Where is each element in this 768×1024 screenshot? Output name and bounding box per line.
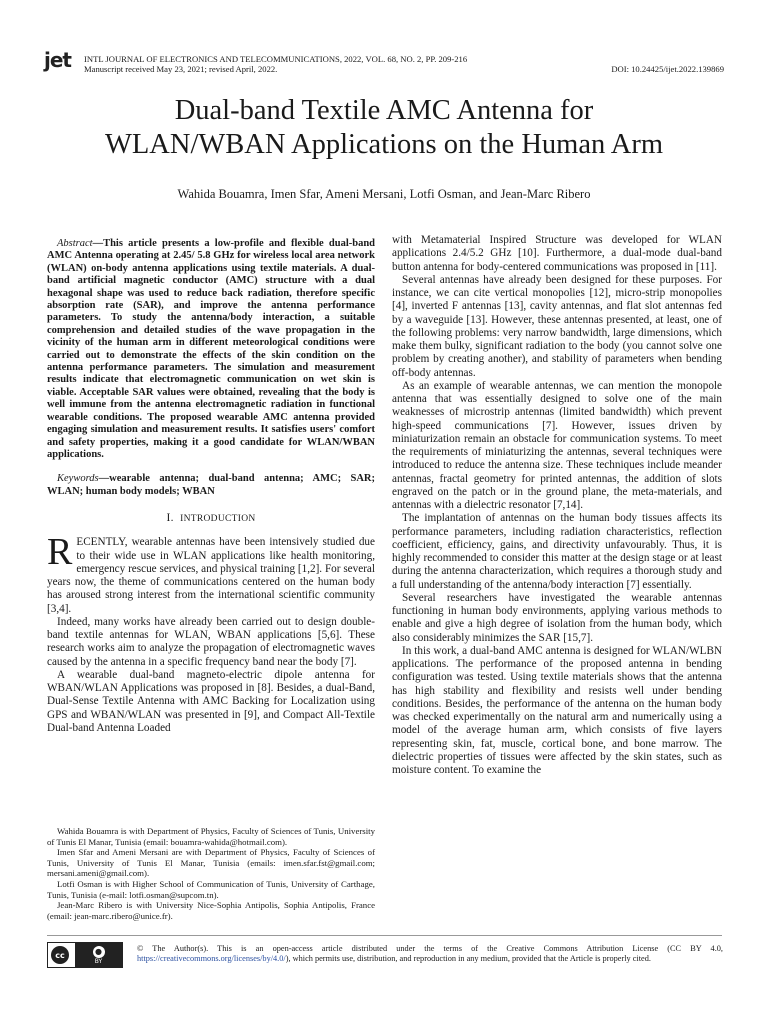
right-paragraph-4: The implantation of antennas on the human body tissues affects its performance parameters, including radiation characteristics, reflection coefficient, efficiency, gains, and directivity unfavourably. Thus, it is highly recommended to consider this matter at the design stage or at least during the antenna characterization, which requires a thorough study and a full understanding of the antenna/body interaction [7] essentially. [392, 512, 722, 591]
footer-divider [47, 935, 722, 936]
intro-paragraph-2: Indeed, many works have already been carried out to design double-band textile antennas for WLAN, WBAN applications [5,6]. These research works aim to analyze the propagation of electromagnetic waves caused by the antenna in a specific frequency band near the body [7]. [47, 615, 375, 668]
cc-by-badge [47, 942, 123, 968]
left-column [47, 238, 375, 735]
abstract-text: —This article presents a low-profile and flexible dual-band AMC Antenna operating at 2.45/ 5.8 GHz for wireless local area network (WLAN) on-body antenna applications using textile materials. A dual-band artificial magnetic conductor (AMC) structure with a dual hexagonal shape was used to reduce back radiation, therefore specific absorption rate (SAR), and improve the antenna performance parameters. To study the antenna/body interaction, a suitable comprehension and detailed studies of the wave propagation in the vicinity of the human arm in different meteorological conditions were carried out to demonstrate the effects of the skin condition on the antenna performance parameters. The simulation and measurement results indicate that electromagnetic communication on wet skin is viable. Acceptable SAR values were obtained, revealing that the body is well immune from the antenna electromagnetic radiation in functional wearable conditions. The proposed wearable AMC antenna provided engaging simulation and measurement results. It satisfies users' comfort and safety properties, making it a good candidate for WLAN/WBAN applications. [47, 238, 375, 460]
cc-icon: cc [51, 946, 69, 964]
journal-logo: jet [44, 48, 71, 72]
intro-paragraph-1 [47, 531, 375, 616]
license-text-after: ), which permits use, distribution, and reproduction in any medium, provided that the Article is properly cited. [285, 954, 651, 964]
intro-p1-text: ECENTLY, wearable antennas have been intensively studied due to their wide use in WLAN applications like health monitoring, emergency rescue services, and physical training [1,2]. For several years now, the theme of communications centered on the human body has aroused strong interest from the international scientific community [3,4]. [47, 536, 375, 615]
footnote: Imen Sfar and Ameni Mersani are with Department of Physics, Faculty of Sciences of Tunis, University of Tunis El Manar, Tunisia (emails: imen.sfar.fst@gmail.com; mersani.ameni@gmail.com). [47, 847, 375, 879]
person-icon: ● [93, 946, 105, 958]
right-paragraph-2: Several antennas have already been designed for these purposes. For instance, we can cite vertical monopolies [12], micro-strip monopolies [4], inverted F antennas [13], cavity antennas, and flat slot antennas fed by a waveguide [13]. However, these antennas presented, at least, one of the following problems: very narrow bandwidth, large dimensions, which make them bulky, significant radiation to the body (you cannot solve one problem by creating another), and stability of parameters when bending off-body antennas. [392, 273, 722, 379]
footnote: Wahida Bouamra is with Department of Physics, Faculty of Sciences of Tunis, University of Tunis El Manar, Tunisia (email: bouamra-wahida@hotmail.com). [47, 826, 375, 847]
journal-header [84, 54, 724, 74]
section-number: I. [166, 512, 174, 525]
title-line-2: WLAN/WBAN Applications on the Human Arm [104, 129, 664, 160]
drop-cap: R [47, 531, 73, 574]
section-heading [47, 512, 375, 526]
authors: Wahida Bouamra, Imen Sfar, Ameni Mersani, Lotfi Osman, and Jean-Marc Ribero [177, 187, 591, 201]
abstract-label: Abstract [57, 238, 93, 249]
journal-line: INTL JOURNAL OF ELECTRONICS AND TELECOMMUNICATIONS, 2022, VOL. 68, NO. 2, PP. 209-216 [84, 54, 468, 64]
by-attribution-icon [75, 943, 122, 967]
by-label: BY [94, 957, 103, 965]
footnote: Lotfi Osman is with Higher School of Communication of Tunis, University of Carthage, Tunis, Tunisia (e-mail: lotfi.osman@supcom.tn). [47, 878, 375, 900]
right-paragraph-6: In this work, a dual-band AMC antenna is designed for WLAN/WLBN applications. The performance of the proposed antenna in bending configuration was tested. Using textile materials shows that the antenna has high stability and flexibility and resists well under bending conditions. Besides, the performance of the antenna on the human body was checked experimentally on the natural arm and numerically using a model of the average human arm, which consists of five layers representing skin, fat, muscle, cortical bone, and bone marrow. The dielectric properties of tissues were affected by the skin states, such as moisture content. To examine the [392, 644, 722, 776]
manuscript-dates: Manuscript received May 23, 2021; revised April, 2022. [84, 64, 278, 74]
right-paragraph-3: As an example of wearable antennas, we can mention the monopole antenna that was essentially designed to solve one of the main weaknesses of microstrip antennas (limited bandwidth) which prevent high-speed communications [7]. However, issues driven by miniaturization remain an obstacle for communication systems. To meet the requirements of miniaturizing the antennas, several techniques were introduced to reduce the antenna size. These techniques include meander antennas, fractal geometry for printed antennas, the addition of slots engraved on the patch or in the ground plane, the meta-materials, and antennas with a dielectric resonator [7,14]. [392, 379, 722, 511]
license-link[interactable]: https://creativecommons.org/licenses/by/4.0/ [137, 954, 286, 964]
paper-title [40, 94, 728, 162]
keywords [47, 473, 375, 498]
license-text-before: © The Author(s). This is an open-access article distributed under the terms of the Creative Commons Attribution License (CC BY 4.0, [137, 944, 723, 953]
right-paragraph-5: Several researchers have investigated the wearable antennas functioning in human body environments, applying various methods to enable and give a high degree of isolation from the human body, which also considerably minimizes the SAR [15,7]. [392, 591, 722, 644]
title-line-1: Dual-band Textile AMC Antenna for [174, 95, 594, 126]
footnote: Jean-Marc Ribero is with University Nice-Sophia Antipolis, Sophia Antipolis, France (email: jean-marc.ribero@unice.fr). [47, 900, 375, 921]
license-notice [137, 944, 723, 964]
keywords-label: Keywords [57, 473, 99, 485]
abstract [47, 238, 375, 461]
intro-paragraph-3: A wearable dual-band magneto-electric dipole antenna for WBAN/WLAN Applications was proposed in [8]. Besides, a dual-Band, Dual-Sense Textile Antenna with AMC Backing for Localization using GPS and WBAN/WLAN was presented in [9], and Compact All-Textile Dual-band Antenna Loaded [47, 668, 375, 734]
right-paragraph-1: with Metamaterial Inspired Structure was developed for WLAN applications 2.4/5.2 GHz [10]. Furthermore, a dual-mode dual-band button antenna for body-centered communications was proposed in [11]. [392, 234, 722, 273]
author-footnotes [47, 826, 375, 921]
doi: DOI: 10.24425/ijet.2022.139869 [611, 64, 724, 74]
right-column [392, 234, 722, 777]
section-title: INTRODUCTION [180, 514, 256, 525]
keywords-text: —wearable antenna; dual-band antenna; AMC; SAR; WLAN; human body models; WBAN [47, 473, 375, 497]
